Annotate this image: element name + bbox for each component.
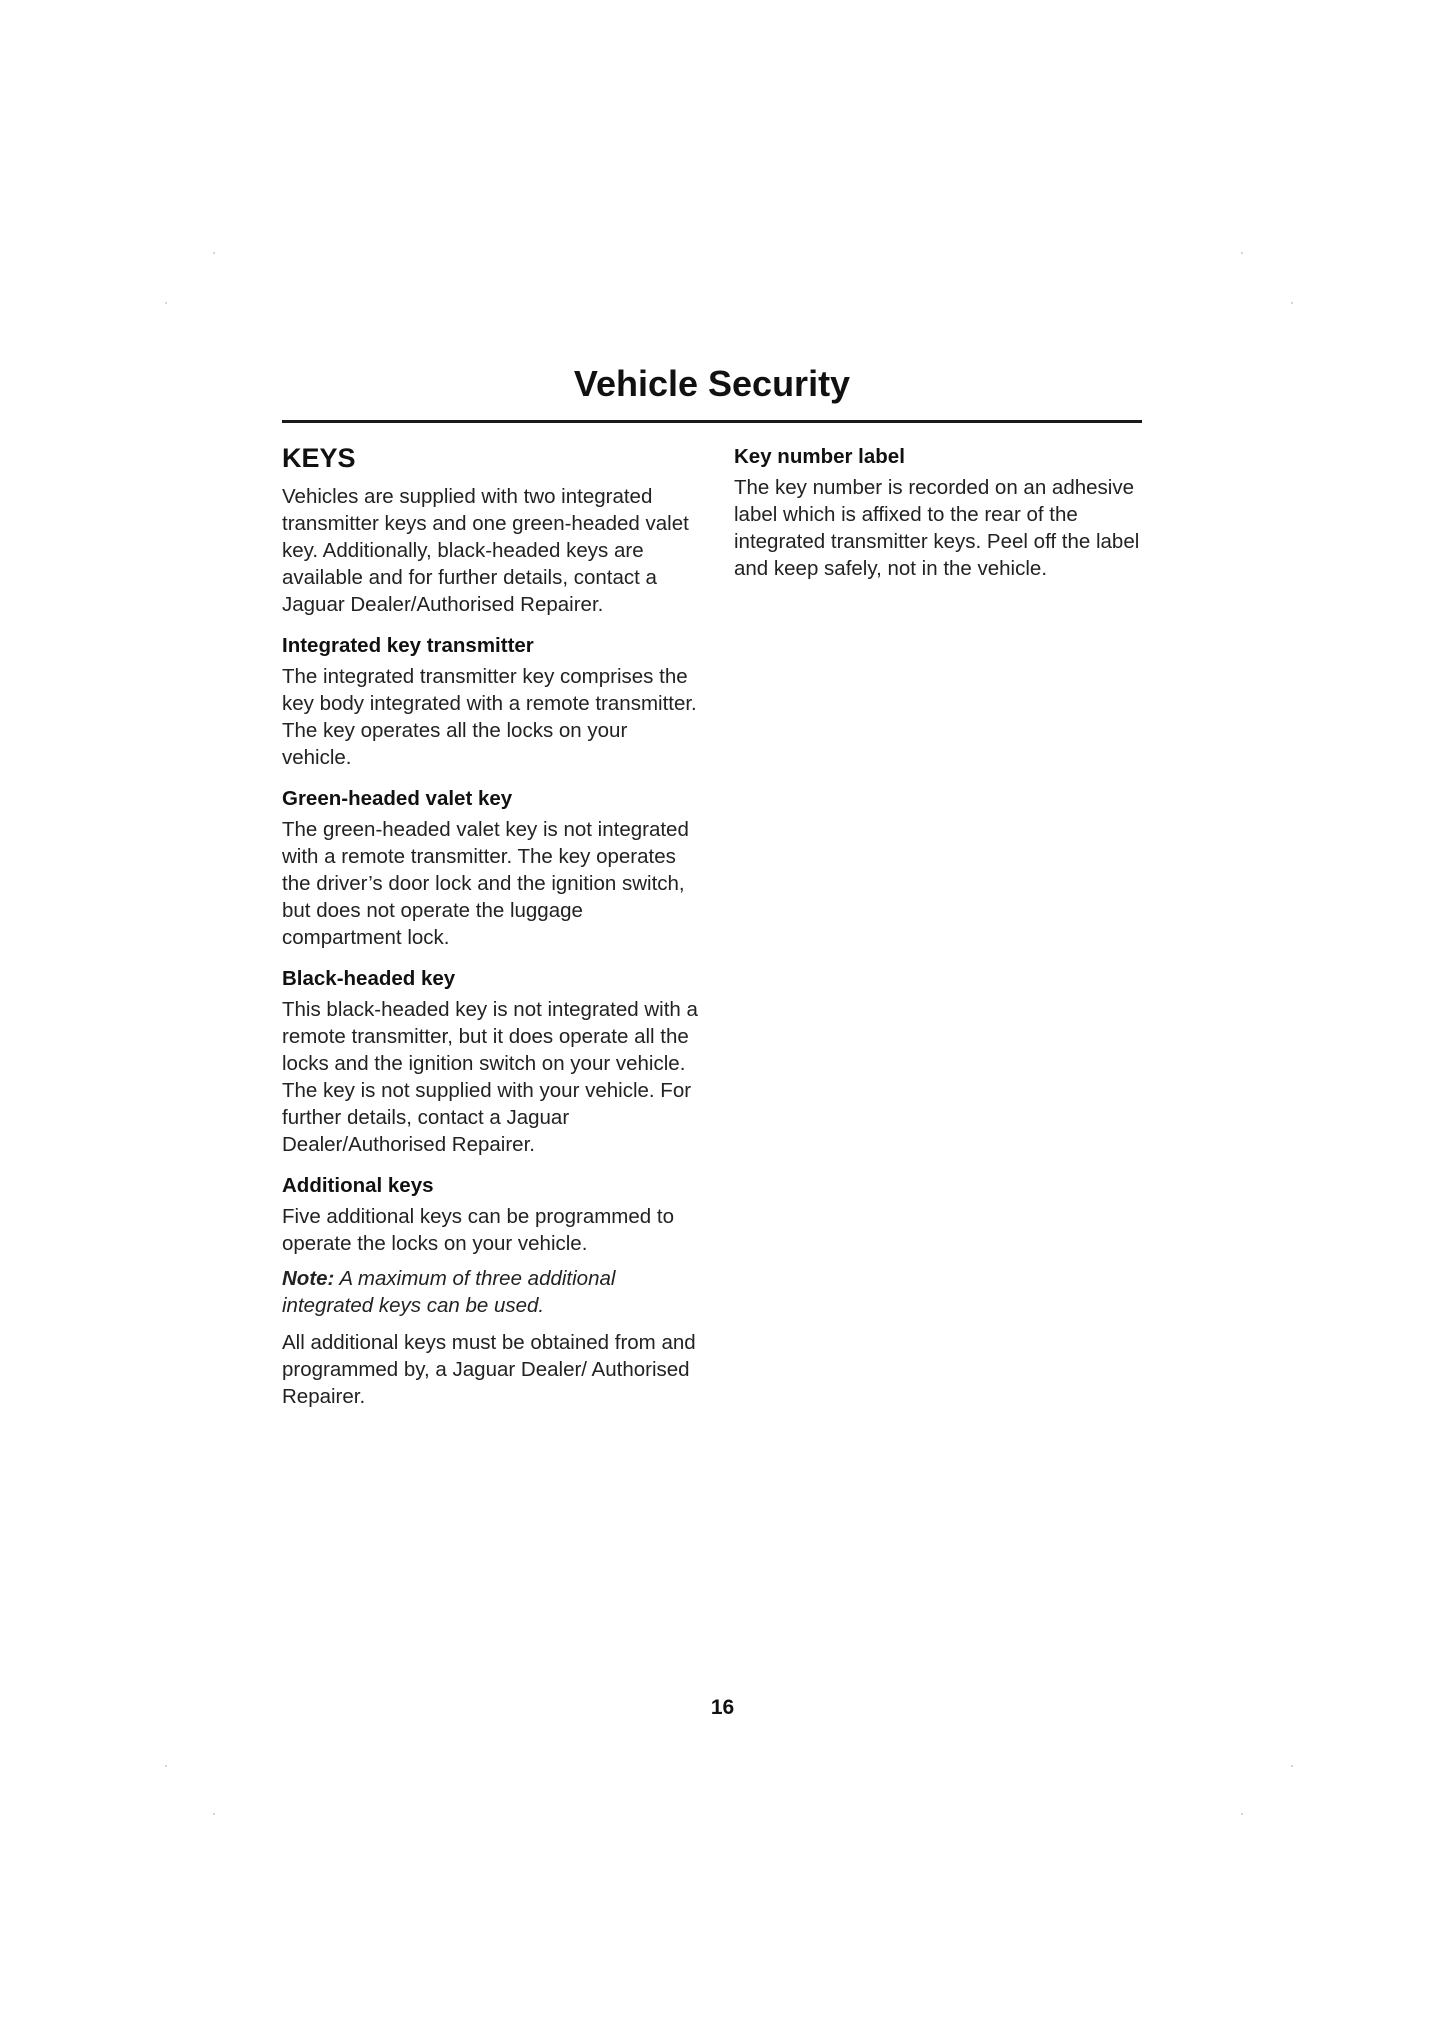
crop-mark (1241, 1813, 1243, 1815)
additional-keys-heading: Additional keys (282, 1174, 434, 1197)
crop-mark (213, 1813, 215, 1815)
green-headed-valet-key-body: The green-headed valet key is not integrated with a remote transmitter. The key operates the driver’s door lock and the ignition switch, but does not operate the luggage compartment lock. (282, 818, 689, 949)
integrated-key-transmitter-heading: Integrated key transmitter (282, 634, 534, 657)
integrated-key-transmitter-body: The integrated transmitter key comprises the key body integrated with a remote transmitter. The key operates all the locks on your vehicle. (282, 665, 697, 769)
title-rule (282, 420, 1142, 423)
note-label: Note: (282, 1267, 335, 1290)
black-headed-key-body: This black-headed key is not integrated with a remote transmitter, but it does operate all the locks and the ignition switch on your vehicle. The key is not supplied with your vehicle. For further details, contact a Jaguar Dealer/Authorised Repairer. (282, 998, 698, 1156)
crop-mark (1241, 252, 1243, 254)
left-column (282, 441, 702, 1424)
keys-heading: KEYS (282, 443, 356, 473)
green-headed-valet-key-heading: Green-headed valet key (282, 787, 513, 810)
crop-mark (1291, 1765, 1293, 1767)
crop-mark (165, 302, 167, 304)
crop-mark (213, 252, 215, 254)
key-number-label-body: The key number is recorded on an adhesive label which is affixed to the rear of the integrated transmitter keys. Peel off the label and keep safely, not in the vehicle. (734, 476, 1140, 580)
crop-mark (1291, 302, 1293, 304)
black-headed-key-heading: Black-headed key (282, 967, 456, 990)
additional-keys-body: Five additional keys can be programmed to operate the locks on your vehicle. (282, 1205, 674, 1255)
keys-body: Vehicles are supplied with two integrated transmitter keys and one green-headed valet key. Additionally, black-headed keys are available and for further details, contact a Jaguar Dealer/Authorised Repairer. (282, 485, 689, 616)
right-column (734, 441, 1154, 596)
page-title: Vehicle Security (573, 363, 851, 404)
crop-mark (165, 1765, 167, 1767)
page-number: 16 (710, 1696, 735, 1719)
additional-keys-body-2: All additional keys must be obtained from and programmed by, a Jaguar Dealer/ Authorised Repairer. (282, 1331, 696, 1408)
additional-keys-note (282, 1265, 702, 1319)
note-text: A maximum of three additional integrated keys can be used. (282, 1267, 616, 1317)
key-number-label-heading: Key number label (734, 445, 905, 468)
